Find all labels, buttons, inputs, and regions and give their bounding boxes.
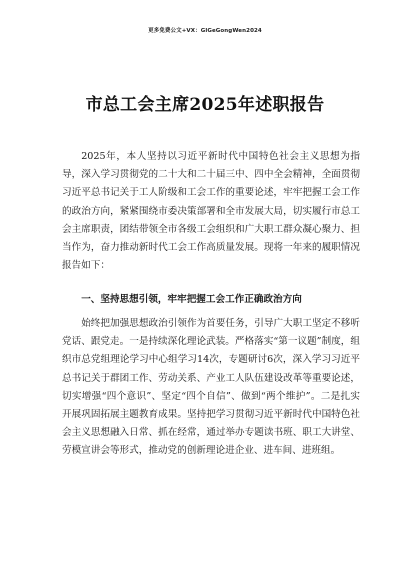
section-heading: 一、坚持思想引领，牢牢把握工会工作正确政治方向 — [81, 294, 302, 305]
intro-paragraph — [62, 148, 360, 275]
paragraph-text: 2025年，本人坚持以习近平新时代中国特色社会主义思想为指导，深入学习贯彻党的二十大和二十届三中、四中全会精神，全面贯彻习近平总书记关于工人阶级和工会工作的重要论述，牢牢把握工会工作的政治方向，紧紧围绕市委决策部署和全市发展大局，切实履行市总工会主席职责，团结带领全市各级工会组织和广大职工群众凝心聚力、担当作为，奋力推动新时代工会工作高质量发展。现将一年来的履职情况报告如下： — [62, 151, 360, 272]
section-paragraph — [62, 315, 360, 461]
paragraph-text: 始终把加强思想政治引领作为首要任务，引导广大职工坚定不移听党话、跟党走。一是持续深化理论武装。严格落实“第一议题”制度，组织市总党组理论学习中心组学习14次，专题研讨6次，深入学习习近平总书记关于群团工作、劳动关系、产业工人队伍建设改革等重要论述，切实增强“四个意识”、坚定“四个自信”、做到“两个维护”。二是扎实开展巩固拓展主题教育成果。坚持把学习贯彻习近平新时代中国特色社会主义思想融入日常、抓在经常，通过举办专题读书班、职工大讲堂、劳模宣讲会等形式，推动党的创新理论进企业、进车间、进班组。 — [62, 318, 360, 457]
document-title: 市总工会主席2025年述职报告 — [85, 95, 325, 115]
header-note: 更多免费公文+VX：GlGeGongWen2024 — [148, 28, 262, 34]
